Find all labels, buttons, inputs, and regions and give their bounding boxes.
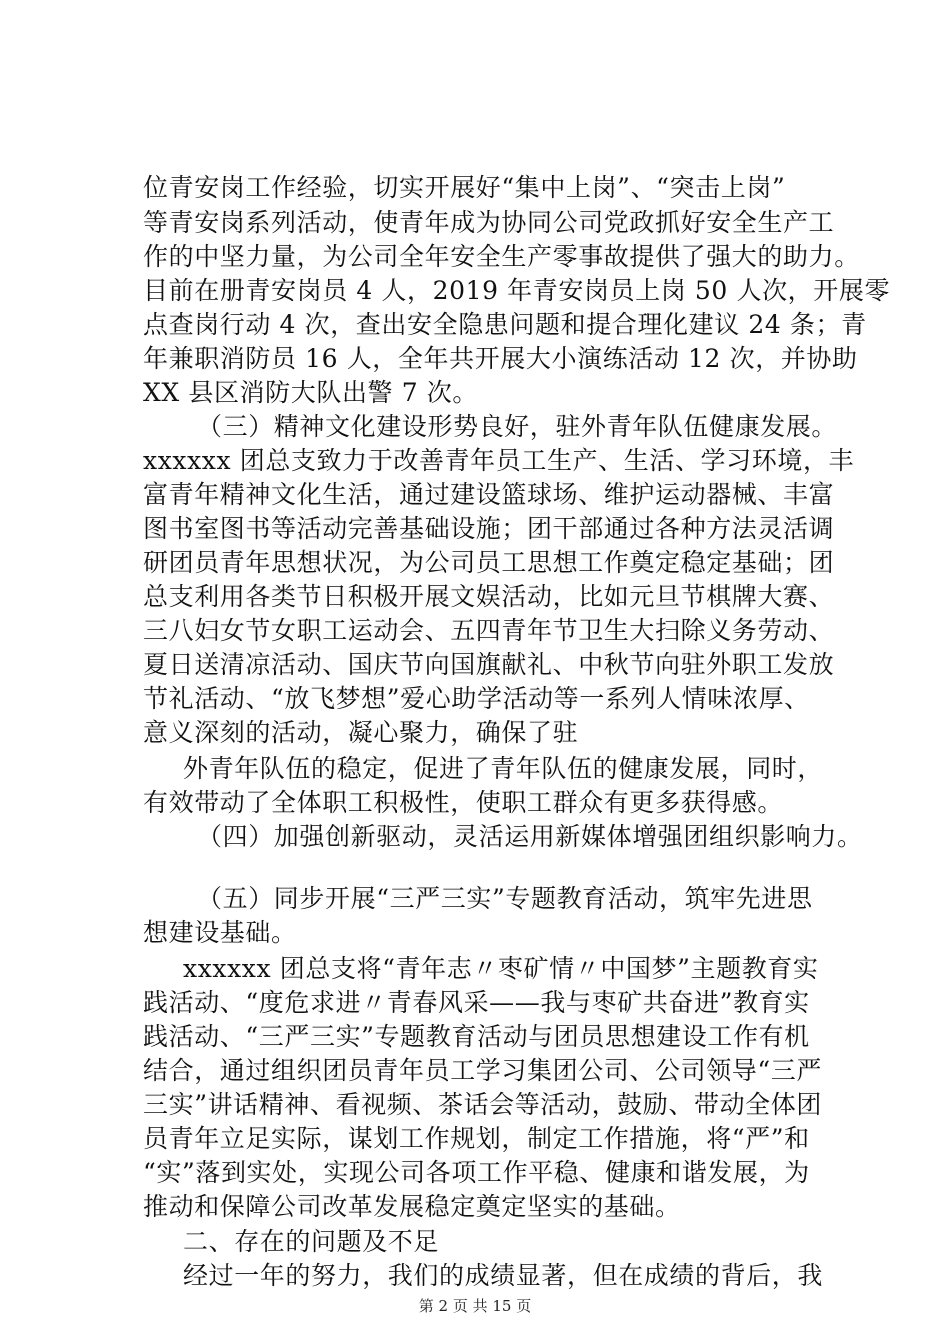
section-heading-four: （四）加强创新驱动，灵活运用新媒体增强团组织影响力。 [197,822,863,851]
body-text-line: XX 县区消防大队出警 7 次。 [143,378,478,407]
body-text-line: xxxxxx 团总支致力于改善青年员工生产、生活、学习环境，丰 [143,446,855,475]
body-text-line: 有效带动了全体职工积极性，使职工群众有更多获得感。 [143,788,784,817]
body-text-line: 三八妇女节女职工运动会、五四青年节卫生大扫除义务劳动、 [143,616,835,645]
section-heading-five: （五）同步开展“三严三实”专题教育活动，筑牢先进思 [197,884,813,913]
body-text-line: 点查岗行动 4 次，查出安全隐患问题和提合理化建议 24 条；青 [143,310,867,339]
body-text-line: 践活动、“三严三实”专题教育活动与团员思想建设工作有机 [143,1022,810,1051]
body-text-line: 夏日送清凉活动、国庆节向国旗献礼、中秋节向驻外职工发放 [143,650,835,679]
body-text-line: 节礼活动、“放飞梦想”爱心助学活动等一系列人情味浓厚、 [143,684,810,713]
page-footer: 第 2 页 共 15 页 [418,1297,532,1315]
body-text-line: 总支利用各类节日积极开展文娱活动，比如元旦节棋牌大赛、 [143,582,835,611]
body-text-line: 外青年队伍的稳定，促进了青年队伍的健康发展，同时， [183,754,824,783]
body-text-line: 结合，通过组织团员青年员工学习集团公司、公司领导“三严 [143,1056,822,1085]
body-text-line: 图书室图书等活动完善基础设施；团干部通过各种方法灵活调 [143,514,835,543]
body-text-line: 年兼职消防员 16 人，全年共开展大小演练活动 12 次，并协助 [143,344,858,373]
section-heading-three: （三）精神文化建设形势良好，驻外青年队伍健康发展。 [197,412,838,441]
section-heading-two: 二、存在的问题及不足 [183,1227,440,1256]
body-text-line: 想建设基础。 [143,918,297,947]
body-text-line: “实”落到实处，实现公司各项工作平稳、健康和谐发展，为 [143,1158,810,1187]
body-text-line: 经过一年的努力，我们的成绩显著，但在成绩的背后，我 [183,1261,824,1290]
body-text-line: 作的中坚力量，为公司全年安全生产零事故提供了强大的助力。 [143,242,860,271]
body-text-line: 践活动、“度危求进〃青春风采——我与枣矿共奋进”教育实 [143,988,810,1017]
body-text-line: 富青年精神文化生活，通过建设篮球场、维护运动器械、丰富 [143,480,835,509]
body-text-line: xxxxxx 团总支将“青年志〃枣矿情〃中国梦”主题教育实 [183,954,819,983]
body-text-line: 研团员青年思想状况，为公司员工思想工作奠定稳定基础；团 [143,548,835,577]
body-text-line: 目前在册青安岗员 4 人，2019 年青安岗员上岗 50 人次，开展零 [143,276,891,305]
body-text-line: 位青安岗工作经验，切实开展好“集中上岗”、“突击上岗” [143,173,786,202]
body-text-line: 三实”讲话精神、看视频、茶话会等活动，鼓励、带动全体团 [143,1090,822,1119]
body-text-line: 员青年立足实际，谋划工作规划，制定工作措施，将“严”和 [143,1124,810,1153]
body-text-line: 等青安岗系列活动，使青年成为协同公司党政抓好安全生产工 [143,208,835,237]
body-text-line: 意义深刻的活动，凝心聚力，确保了驻 [143,718,579,747]
body-text-line: 推动和保障公司改革发展稳定奠定坚实的基础。 [143,1192,681,1221]
